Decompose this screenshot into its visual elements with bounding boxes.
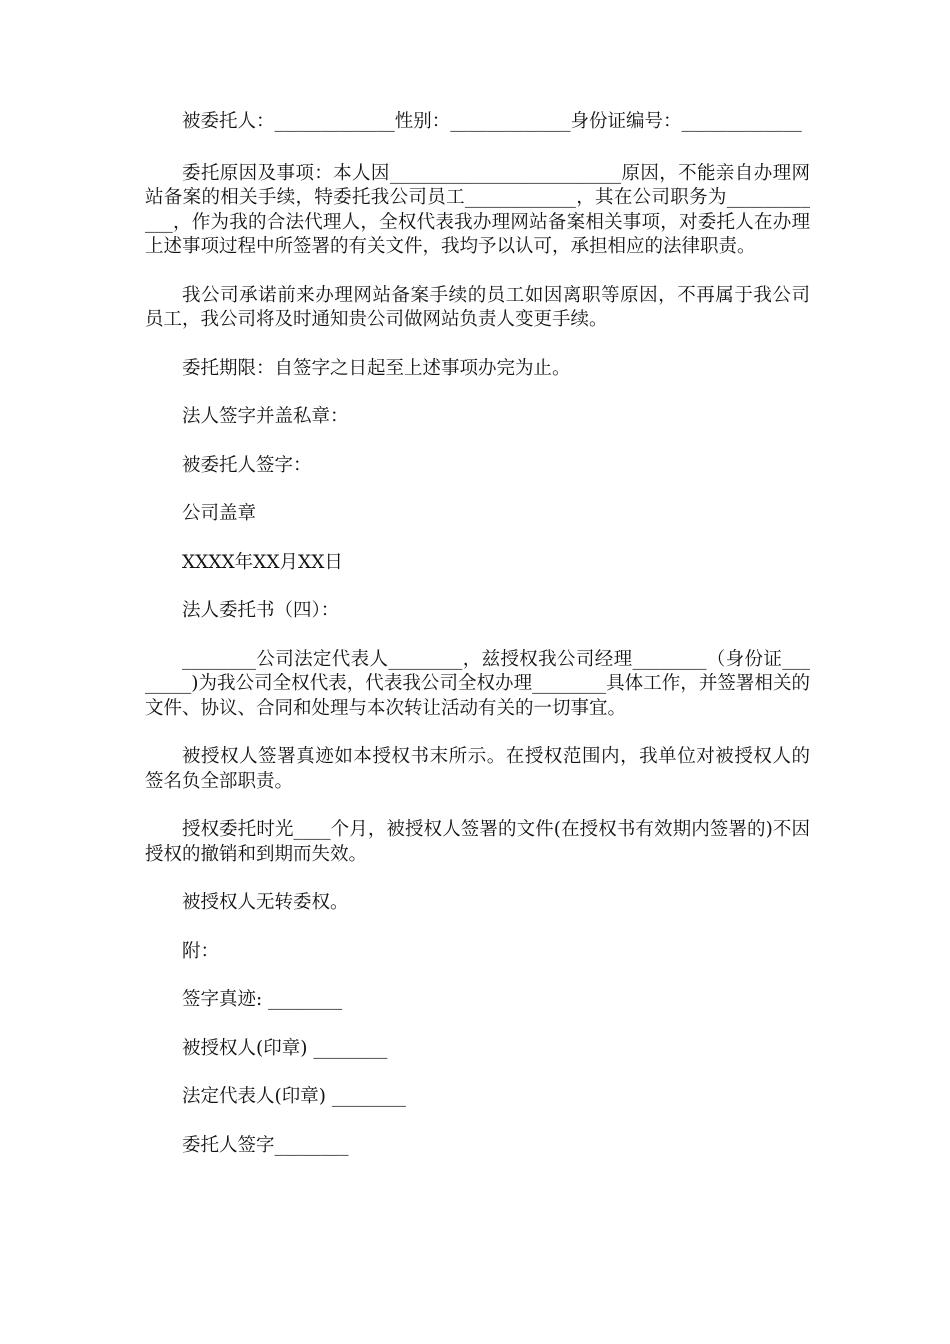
no-sub-delegation-line: 被授权人无转委权。 [182, 892, 349, 913]
document-page [145, 110, 810, 1182]
authorized-person-seal-line: 被授权人(印章) ________ [182, 1037, 388, 1059]
signature-specimen-line: 签字真迹: ________ [182, 989, 343, 1010]
legal-person-signature-line: 法人签字并盖私章： [182, 406, 349, 427]
entrust-period-line: 委托期限：自签字之日起至上述事项办完为止。 [182, 357, 571, 379]
authorization-paragraph: ________公司法定代表人________，兹授权我公司经理________（身份证________)为我公司全权代表，代表我公司全权办理________具体工作，并签署相关的文件、协议、合同和处理与本次转让活动有关的一切事宜。 [145, 648, 810, 719]
date-line: XXXX年XX月XX日 [182, 551, 343, 573]
signature-authenticity-paragraph: 被授权人签署真迹如本授权书末所示。在授权范围内，我单位对被授权人的签名负全部职责。 [145, 746, 810, 792]
company-commitment-paragraph: 我公司承诺前来办理网站备案手续的员工如因离职等原因，不再属于我公司员工，我公司将及时通知贵公司做网站负责人变更手续。 [145, 284, 810, 330]
entrust-reason-paragraph: 委托原因及事项：本人因_________________________原因，不能亲自办理网站备案的相关手续，特委托我公司员工____________，其在公司职务为____________，作为我的合法代理人，全权代表我办理网站备案相关事项，对委托人在办理上述事项过程中所签署的有关文件，我均予以认可，承担相应的法律职责。 [145, 162, 810, 257]
company-seal-line: 公司盖章 [182, 503, 257, 524]
authorization-term-paragraph: 授权委托时光____个月，被授权人签署的文件(在授权书有效期内签署的)不因授权的撤销和到期而失效。 [145, 819, 810, 865]
legal-representative-seal-line: 法定代表人(印章) ________ [182, 1086, 406, 1107]
trustee-info-line: 被委托人：_____________性别：_____________身份证编号：_____________ [182, 111, 802, 132]
trustee-signature-line: 被委托人签字： [182, 454, 312, 476]
section-heading: 法人委托书（四）： [182, 600, 340, 621]
principal-signature-line: 委托人签字________ [182, 1134, 349, 1156]
attachment-label: 附： [182, 940, 220, 962]
